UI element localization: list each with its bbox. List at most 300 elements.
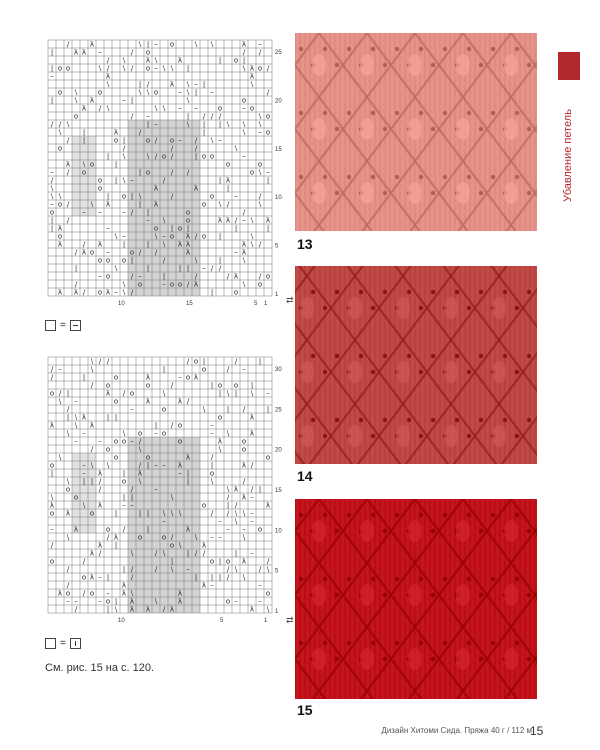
svg-text:–: – (58, 365, 62, 374)
svg-text:o: o (113, 437, 119, 446)
svg-text:λ: λ (177, 589, 183, 598)
svg-text:o: o (225, 557, 231, 566)
svg-text:λ: λ (89, 40, 95, 49)
svg-text:λ: λ (129, 605, 135, 614)
svg-text:|: | (114, 509, 118, 518)
svg-text:|: | (114, 541, 118, 550)
svg-text:|: | (106, 192, 110, 201)
svg-text:λ: λ (249, 429, 255, 438)
svg-text:/: / (130, 208, 134, 217)
svg-text:\: \ (170, 565, 174, 574)
svg-text:/: / (258, 192, 262, 201)
swatch-number-15: 15 (297, 702, 313, 718)
svg-text:\: \ (66, 120, 70, 129)
svg-text:\: \ (162, 216, 166, 225)
svg-text:λ: λ (137, 469, 143, 478)
svg-text:/: / (170, 152, 174, 161)
svg-text:o: o (153, 88, 159, 97)
svg-text:\: \ (218, 445, 222, 454)
svg-text:–: – (218, 517, 222, 526)
svg-text:\: \ (250, 389, 254, 398)
svg-text:\: \ (74, 421, 78, 430)
svg-text:/: / (82, 240, 86, 249)
svg-text:/: / (258, 272, 262, 281)
svg-text:\: \ (130, 589, 134, 598)
svg-text:\: \ (162, 240, 166, 249)
svg-text:|: | (146, 264, 150, 273)
svg-text:–: – (258, 40, 262, 49)
svg-text:\: \ (50, 192, 54, 201)
svg-text:/: / (258, 565, 262, 574)
svg-text:/: / (186, 168, 190, 177)
svg-text:o: o (153, 224, 159, 233)
svg-text:o: o (97, 184, 103, 193)
svg-text:|: | (114, 176, 118, 185)
svg-text:–: – (74, 397, 78, 406)
svg-text:\: \ (178, 509, 182, 518)
svg-text:/: / (106, 357, 110, 366)
svg-text:λ: λ (185, 240, 191, 249)
svg-text:o: o (169, 541, 175, 550)
svg-text:/: / (130, 565, 134, 574)
svg-text:/: / (250, 461, 254, 470)
svg-text:–: – (146, 112, 150, 121)
svg-text:o: o (193, 357, 199, 366)
svg-text:o: o (105, 445, 111, 454)
svg-text:\: \ (74, 96, 78, 105)
svg-text:–: – (178, 469, 182, 478)
svg-text:λ: λ (233, 272, 239, 281)
svg-text:λ: λ (145, 605, 151, 614)
svg-text:|: | (138, 80, 142, 89)
svg-text:λ: λ (241, 557, 247, 566)
svg-text:–: – (154, 64, 158, 73)
column-number-label: 15 (186, 301, 193, 307)
svg-text:λ: λ (185, 248, 191, 257)
svg-text:o: o (81, 573, 87, 582)
svg-text:/: / (186, 357, 190, 366)
svg-text:\: \ (186, 96, 190, 105)
svg-text:\: \ (154, 232, 158, 241)
svg-text:|: | (66, 413, 70, 422)
svg-text:o: o (177, 437, 183, 446)
svg-text:o: o (185, 216, 191, 225)
svg-text:o: o (89, 589, 95, 598)
svg-text:–: – (258, 128, 262, 137)
svg-text:\: \ (226, 389, 230, 398)
svg-text:o: o (137, 429, 143, 438)
svg-text:/: / (50, 120, 54, 129)
svg-text:o: o (105, 272, 111, 281)
svg-text:|: | (186, 549, 190, 558)
svg-text:/: / (170, 381, 174, 390)
svg-text:/: / (106, 64, 110, 73)
svg-text:/: / (138, 248, 142, 257)
svg-text:λ: λ (153, 200, 159, 209)
svg-text:λ: λ (89, 96, 95, 105)
svg-text:|: | (130, 96, 134, 105)
svg-text:o: o (217, 413, 223, 422)
svg-text:/: / (194, 272, 198, 281)
svg-text:o: o (177, 224, 183, 233)
svg-text:|: | (146, 120, 150, 129)
svg-text:|: | (226, 184, 230, 193)
svg-text:o: o (57, 88, 63, 97)
svg-text:λ: λ (201, 581, 207, 590)
svg-text:/: / (170, 144, 174, 153)
svg-text:|: | (218, 56, 222, 65)
svg-text:–: – (82, 208, 86, 217)
svg-text:λ: λ (73, 525, 79, 534)
svg-text:o: o (217, 381, 223, 390)
svg-text:–: – (130, 176, 134, 185)
svg-text:λ: λ (113, 128, 119, 137)
svg-text:o: o (249, 168, 255, 177)
svg-text:\: \ (266, 565, 270, 574)
svg-text:|: | (146, 208, 150, 217)
svg-text:λ: λ (217, 216, 223, 225)
svg-text:/: / (162, 256, 166, 265)
swatch-photo-13 (295, 33, 537, 231)
svg-text:\: \ (170, 64, 174, 73)
svg-text:o: o (185, 373, 191, 382)
svg-text:\: \ (258, 200, 262, 209)
svg-text:/: / (154, 549, 158, 558)
svg-text:–: – (242, 104, 246, 113)
svg-text:|: | (218, 256, 222, 265)
svg-text:–: – (138, 272, 142, 281)
svg-text:λ: λ (169, 80, 175, 89)
svg-text:λ: λ (81, 104, 87, 113)
svg-text:o: o (265, 128, 271, 137)
svg-text:–: – (250, 517, 254, 526)
svg-text:o: o (145, 48, 151, 57)
svg-text:–: – (218, 136, 222, 145)
svg-text:\: \ (130, 549, 134, 558)
svg-text:–: – (82, 461, 86, 470)
svg-text:/: / (162, 605, 166, 614)
svg-text:/: / (226, 272, 230, 281)
svg-text:|: | (178, 264, 182, 273)
svg-text:|: | (194, 88, 198, 97)
svg-text:λ: λ (81, 48, 87, 57)
svg-text:\: \ (66, 429, 70, 438)
svg-text:\: \ (258, 112, 262, 121)
svg-text:/: / (98, 357, 102, 366)
svg-text:o: o (81, 168, 87, 177)
svg-text:λ: λ (177, 397, 183, 406)
svg-text:|: | (266, 224, 270, 233)
svg-text:o: o (161, 429, 167, 438)
svg-text:o: o (129, 248, 135, 257)
svg-text:/: / (138, 437, 142, 446)
row-arrow-bottom: ⇄ (286, 615, 294, 625)
svg-text:\: \ (90, 200, 94, 209)
column-number-label: 10 (118, 618, 125, 624)
svg-text:\: \ (234, 144, 238, 153)
svg-text:|: | (122, 136, 126, 145)
svg-text:–: – (98, 208, 102, 217)
svg-text:\: \ (186, 88, 190, 97)
svg-text:|: | (170, 557, 174, 566)
svg-text:/: / (154, 136, 158, 145)
svg-text:/: / (154, 152, 158, 161)
svg-text:\: \ (66, 533, 70, 542)
svg-text:\: \ (146, 88, 150, 97)
svg-text:o: o (201, 501, 207, 510)
svg-text:|: | (146, 461, 150, 470)
svg-text:o: o (209, 557, 215, 566)
svg-text:\: \ (186, 80, 190, 89)
svg-text:/: / (186, 280, 190, 289)
svg-text:/: / (258, 240, 262, 249)
svg-text:–: – (106, 248, 110, 257)
svg-text:|: | (146, 509, 150, 518)
svg-text:o: o (241, 96, 247, 105)
svg-text:o: o (169, 280, 175, 289)
svg-text:/: / (122, 144, 126, 153)
svg-text:o: o (233, 288, 239, 297)
svg-text:o: o (225, 597, 231, 606)
svg-text:–: – (210, 581, 214, 590)
svg-text:–: – (250, 549, 254, 558)
svg-text:/: / (202, 112, 206, 121)
svg-text:\: \ (226, 485, 230, 494)
svg-text:|: | (106, 573, 110, 582)
svg-text:\: \ (242, 280, 246, 289)
svg-text:\: \ (138, 40, 142, 49)
svg-text:|: | (66, 389, 70, 398)
svg-text:|: | (122, 469, 126, 478)
svg-text:o: o (113, 136, 119, 145)
svg-text:\: \ (90, 461, 94, 470)
svg-text:\: \ (210, 40, 214, 49)
svg-text:|: | (138, 509, 142, 518)
svg-text:/: / (90, 445, 94, 454)
svg-text:\: \ (194, 533, 198, 542)
svg-text:λ: λ (241, 461, 247, 470)
svg-text:/: / (146, 80, 150, 89)
svg-text:–: – (122, 208, 126, 217)
svg-text:\: \ (210, 136, 214, 145)
svg-text:o: o (145, 381, 151, 390)
svg-text:|: | (170, 224, 174, 233)
svg-text:λ: λ (185, 453, 191, 462)
svg-text:/: / (226, 365, 230, 374)
svg-text:\: \ (138, 445, 142, 454)
svg-text:–: – (242, 216, 246, 225)
svg-text:/: / (98, 104, 102, 113)
row-number-label: 10 (275, 195, 282, 202)
svg-text:|: | (106, 605, 110, 614)
svg-text:λ: λ (105, 389, 111, 398)
svg-text:/: / (82, 589, 86, 598)
svg-text:|: | (226, 501, 230, 510)
svg-text:\: \ (106, 104, 110, 113)
svg-text:o: o (265, 272, 271, 281)
svg-text:o: o (49, 461, 55, 470)
legend-equals: = (60, 638, 66, 649)
svg-text:|: | (138, 168, 142, 177)
column-number-label: 10 (118, 301, 125, 307)
svg-text:o: o (161, 405, 167, 414)
reference-text: См. рис. 15 на с. 120. (45, 662, 155, 674)
svg-text:–: – (130, 437, 134, 446)
row-arrow-top: ⇄ (286, 295, 294, 305)
svg-text:–: – (250, 493, 254, 502)
svg-text:/: / (242, 477, 246, 486)
svg-text:λ: λ (241, 493, 247, 502)
svg-text:o: o (241, 437, 247, 446)
svg-text:λ: λ (49, 421, 55, 430)
svg-text:|: | (162, 365, 166, 374)
svg-text:o: o (137, 533, 143, 542)
svg-text:–: – (98, 437, 102, 446)
svg-text:o: o (201, 200, 207, 209)
svg-text:–: – (210, 88, 214, 97)
svg-text:/: / (226, 573, 230, 582)
svg-text:\: \ (74, 88, 78, 97)
svg-text:o: o (89, 248, 95, 257)
svg-text:λ: λ (73, 48, 79, 57)
svg-text:/: / (226, 200, 230, 209)
svg-text:–: – (226, 525, 230, 534)
svg-text:\: \ (178, 541, 182, 550)
svg-text:/: / (66, 200, 70, 209)
svg-text:λ: λ (97, 541, 103, 550)
svg-text:o: o (185, 208, 191, 217)
svg-text:|: | (106, 413, 110, 422)
svg-text:o: o (121, 437, 127, 446)
svg-text:o: o (49, 509, 55, 518)
svg-text:o: o (89, 509, 95, 518)
svg-text:|: | (50, 48, 54, 57)
svg-text:|: | (234, 549, 238, 558)
svg-text:/: / (266, 88, 270, 97)
svg-text:λ: λ (241, 248, 247, 257)
svg-text:/: / (50, 541, 54, 550)
svg-text:\: \ (194, 256, 198, 265)
svg-text:|: | (202, 80, 206, 89)
footer-credit: Дизайн Хитоми Сида. Пряжа 40 г / 112 м (381, 726, 532, 735)
svg-text:|: | (194, 573, 198, 582)
svg-text:|: | (218, 120, 222, 129)
svg-text:λ: λ (249, 72, 255, 81)
svg-text:|: | (194, 152, 198, 161)
svg-text:o: o (241, 445, 247, 454)
row-number-label: 30 (275, 367, 282, 373)
svg-text:–: – (146, 216, 150, 225)
svg-text:\: \ (82, 501, 86, 510)
legend-equals: = (60, 320, 66, 331)
svg-text:\: \ (162, 104, 166, 113)
svg-text:λ: λ (97, 469, 103, 478)
svg-text:\: \ (234, 517, 238, 526)
svg-text:/: / (154, 565, 158, 574)
svg-text:–: – (122, 501, 126, 510)
svg-text:/: / (226, 493, 230, 502)
svg-text:o: o (161, 152, 167, 161)
svg-text:|: | (82, 477, 86, 486)
svg-text:o: o (265, 453, 271, 462)
svg-text:/: / (130, 288, 134, 297)
svg-text:|: | (50, 64, 54, 73)
svg-text:–: – (130, 501, 134, 510)
svg-text:o: o (113, 397, 119, 406)
svg-text:|: | (122, 240, 126, 249)
svg-text:\: \ (170, 509, 174, 518)
svg-text:o: o (57, 232, 63, 241)
svg-text:λ: λ (217, 437, 223, 446)
row-number-label: 1 (275, 609, 279, 615)
svg-text:o: o (65, 589, 71, 598)
svg-text:–: – (98, 48, 102, 57)
svg-text:\: \ (250, 240, 254, 249)
svg-text:|: | (50, 224, 54, 233)
svg-text:λ: λ (169, 605, 175, 614)
svg-text:λ: λ (249, 64, 255, 73)
svg-text:\: \ (122, 280, 126, 289)
svg-text:|: | (90, 477, 94, 486)
svg-text:\: \ (58, 453, 62, 462)
svg-text:\: \ (242, 128, 246, 137)
svg-text:o: o (209, 192, 215, 201)
svg-text:\: \ (250, 232, 254, 241)
svg-text:λ: λ (225, 216, 231, 225)
svg-text:|: | (82, 128, 86, 137)
svg-text:|: | (202, 357, 206, 366)
svg-text:o: o (209, 469, 215, 478)
svg-text:|: | (162, 272, 166, 281)
svg-text:o: o (65, 64, 71, 73)
svg-text:o: o (217, 104, 223, 113)
svg-text:/: / (66, 136, 70, 145)
svg-text:\: \ (66, 477, 70, 486)
svg-text:–: – (210, 421, 214, 430)
row-number-label: 10 (275, 528, 282, 535)
svg-text:/: / (226, 509, 230, 518)
row-number-label: 1 (275, 292, 279, 298)
svg-text:/: / (50, 365, 54, 374)
svg-text:/: / (258, 48, 262, 57)
svg-text:–: – (50, 168, 54, 177)
svg-text:–: – (242, 152, 246, 161)
svg-text:–: – (178, 88, 182, 97)
svg-text:|: | (130, 256, 134, 265)
svg-text:\: \ (242, 533, 246, 542)
svg-text:λ: λ (105, 288, 111, 297)
svg-text:o: o (97, 256, 103, 265)
svg-text:o: o (105, 525, 111, 534)
svg-text:λ: λ (57, 288, 63, 297)
svg-text:|: | (50, 469, 54, 478)
svg-text:o: o (57, 64, 63, 73)
svg-text:λ: λ (201, 541, 207, 550)
svg-text:o: o (97, 288, 103, 297)
svg-text:λ: λ (153, 184, 159, 193)
svg-text:/: / (58, 120, 62, 129)
row-number-label: 15 (275, 146, 282, 153)
svg-text:–: – (154, 461, 158, 470)
svg-text:o: o (177, 421, 183, 430)
svg-text:\: \ (242, 573, 246, 582)
svg-text:|: | (266, 176, 270, 185)
svg-text:/: / (74, 605, 78, 614)
svg-text:\: \ (138, 192, 142, 201)
svg-text:λ: λ (49, 501, 55, 510)
svg-text:λ: λ (185, 232, 191, 241)
swatch-photo-14 (295, 266, 537, 464)
